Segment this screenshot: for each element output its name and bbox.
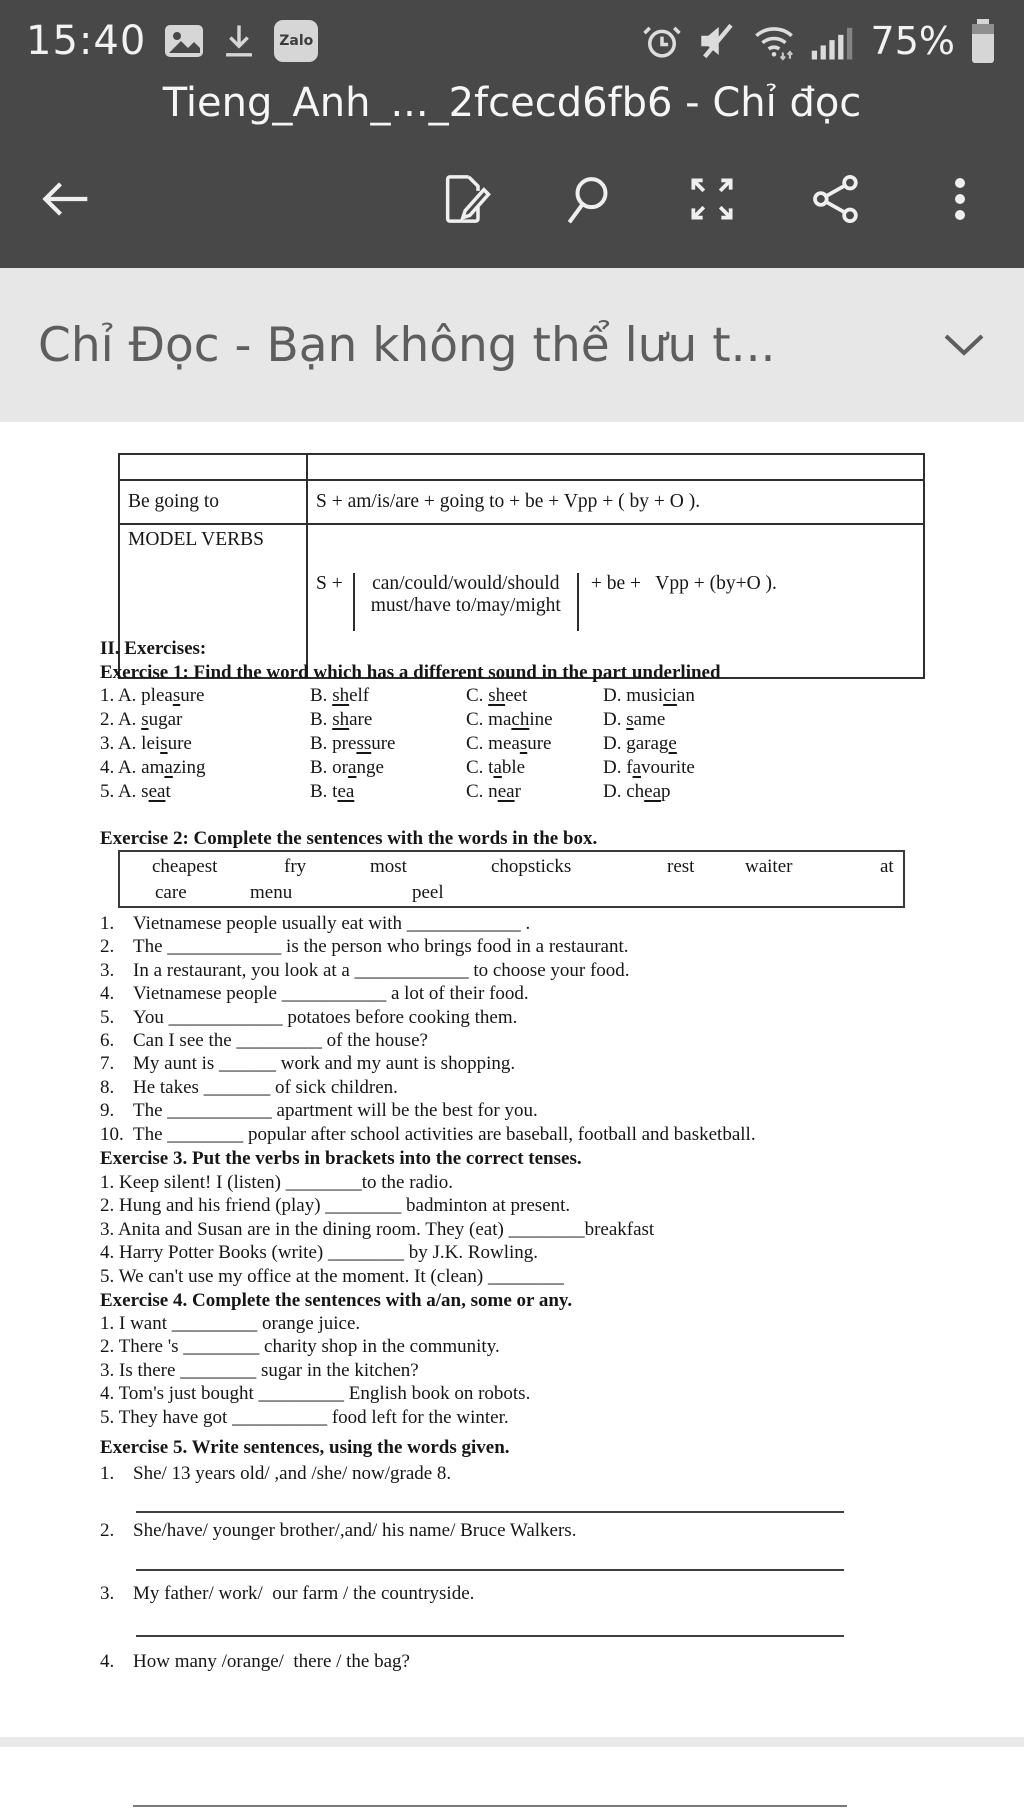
sentence — [100, 935, 940, 958]
toolbar — [0, 140, 1024, 258]
sentence-text: Vietnamese people ___________ a lot of their food. — [133, 983, 529, 1005]
box-word: chopsticks — [491, 856, 572, 877]
sentence-number: 5. — [100, 1006, 115, 1028]
signal-icon — [810, 20, 854, 62]
table-cell — [307, 454, 924, 480]
sentence: 5. We can't use my office at the moment. It (clean) ________ — [100, 1265, 564, 1287]
search-button[interactable] — [560, 171, 616, 227]
sentence — [100, 1076, 940, 1099]
sentence-text: My aunt is ______ work and my aunt is shopping. — [133, 1053, 516, 1075]
sentence-number: 8. — [100, 1076, 115, 1098]
sentence-text: My father/ work/ our farm / the countryside. — [133, 1583, 475, 1604]
document-title: Tieng_Anh_..._2fcecd6fb6 - Chỉ đọc — [162, 80, 862, 126]
exercise1-option: 1. A. pleasure — [100, 685, 205, 706]
sentence-number: 1. — [100, 1463, 115, 1484]
sentence-number: 4. — [100, 983, 115, 1005]
sentence-number: 3. — [100, 959, 115, 981]
overflow-menu-button[interactable] — [932, 171, 988, 227]
sentence-text: The ________ popular after school activities are baseball, football and basketball. — [133, 1123, 756, 1145]
sentence-text: Can I see the _________ of the house? — [133, 1030, 428, 1052]
exercise1-title: Exercise 1: Find the word which has a different sound in the part underlined — [100, 662, 721, 683]
share-button[interactable] — [808, 171, 864, 227]
alarm-icon — [641, 20, 683, 62]
sentence — [100, 982, 940, 1005]
exercise1-option: D. musician — [603, 685, 695, 706]
box-word: care — [155, 882, 187, 903]
back-button[interactable] — [36, 171, 92, 227]
underlined-part: s — [519, 733, 528, 754]
box-word: rest — [667, 856, 695, 877]
underlined-part: s — [626, 709, 634, 730]
sentence-text: She/ 13 years old/ ,and /she/ now/grade 8. — [133, 1463, 452, 1484]
underlined-part: sh — [332, 709, 350, 730]
box-word: waiter — [745, 856, 793, 877]
box-word: at — [880, 856, 894, 877]
chevron-down-icon[interactable] — [942, 332, 986, 358]
sentence-number: 2. — [100, 936, 115, 958]
underlined-part: s — [172, 685, 181, 706]
exercise1-option: D. favourite — [603, 757, 695, 778]
table-row — [119, 480, 924, 524]
exercise1-option: D. garage — [603, 733, 677, 754]
exercise1-option: B. orange — [310, 757, 384, 778]
exercise1-option: B. tea — [310, 781, 355, 802]
edit-document-button[interactable] — [436, 171, 492, 227]
sentence-text: Vietnamese people usually eat with ____________ . — [133, 913, 531, 934]
exercise1-option: C. near — [466, 781, 521, 802]
underlined-part: ea — [497, 781, 515, 802]
table-cell-text: can/could/would/should — [372, 573, 560, 594]
underlined-part: ea — [148, 781, 166, 802]
sentence-text: She/have/ younger brother/,and/ his name/ Bruce Walkers. — [133, 1520, 577, 1541]
sentence-number: 2. — [100, 1520, 115, 1541]
answer-line — [133, 1805, 847, 1807]
system-status-icons — [641, 17, 998, 65]
sentence-text: He takes _______ of sick children. — [133, 1076, 398, 1098]
exercise2-sentences — [100, 912, 940, 1146]
word-box — [118, 850, 905, 908]
sentence — [100, 959, 940, 982]
table-cell — [119, 454, 307, 480]
sentence — [100, 1006, 940, 1029]
page-separator — [0, 1737, 1024, 1747]
exercise1-row — [100, 780, 940, 804]
underlined-part: a — [348, 757, 357, 778]
readonly-banner[interactable] — [0, 268, 1024, 422]
sentence-number: 4. — [100, 1651, 115, 1672]
underlined-part: sh — [488, 685, 506, 706]
sentence-text: You ____________ potatoes before cooking them. — [133, 1006, 518, 1028]
toolbar-actions — [436, 171, 988, 227]
underlined-part: a — [164, 757, 173, 778]
battery-icon — [968, 17, 998, 65]
exercise1-option: C. sheet — [466, 685, 528, 706]
battery-percent: 75% — [870, 19, 955, 63]
underlined-part: a — [632, 757, 641, 778]
sentence — [100, 1650, 940, 1673]
document-page[interactable] — [0, 422, 1024, 1820]
sentence — [100, 1123, 940, 1146]
sentence: 3. Anita and Susan are in the dining room. They (eat) ________breakfast — [100, 1218, 655, 1240]
sentence — [100, 912, 940, 935]
table-cell-text: S + — [316, 573, 343, 594]
table-cell: MODEL VERBS — [119, 524, 307, 678]
exercise1-option: B. pressure — [310, 733, 396, 754]
underlined-part: ea — [337, 781, 355, 802]
sentence-number: 9. — [100, 1100, 115, 1122]
modal-verbs-box — [353, 573, 579, 631]
exercise4-title: Exercise 4. Complete the sentences with a/an, some or any. — [100, 1290, 573, 1311]
sentence-number: 3. — [100, 1583, 115, 1604]
table-cell: Be going to — [119, 480, 307, 524]
exercise3-title: Exercise 3. Put the verbs in brackets into the correct tenses. — [100, 1148, 582, 1169]
box-word: fry — [284, 856, 307, 877]
sentence: 4. Tom's just bought _________ English book on robots. — [100, 1383, 531, 1405]
sentence — [100, 1029, 940, 1052]
sentence: 2. Hung and his friend (play) ________ badminton at present. — [100, 1195, 571, 1217]
clock-time: 15:40 — [26, 18, 147, 64]
exercise1-option: D. cheap — [603, 781, 671, 802]
sentence-number: 10. — [100, 1123, 124, 1145]
sentence: 1. Keep silent! I (listen) ________to the radio. — [100, 1172, 454, 1193]
exercise2-title: Exercise 2: Complete the sentences with the words in the box. — [100, 828, 598, 849]
exercise5-title: Exercise 5. Write sentences, using the words given. — [100, 1437, 510, 1458]
exercise1-option: 5. A. seat — [100, 781, 171, 802]
exercise1-option: 4. A. amazing — [100, 757, 206, 778]
sentence: 1. I want _________ orange juice. — [100, 1313, 361, 1334]
table-cell: S + am/is/are + going to + be + Vpp + ( by + O ). — [307, 480, 924, 524]
download-icon — [220, 22, 258, 60]
answer-line — [136, 1635, 844, 1637]
sentence-number: 1. — [100, 913, 115, 934]
image-icon — [164, 23, 204, 59]
underlined-part: ch — [511, 709, 530, 730]
answer-line — [136, 1569, 844, 1571]
app-header — [0, 0, 1024, 268]
underlined-part: ss — [356, 733, 372, 754]
zalo-icon — [274, 20, 318, 62]
section-title: II. Exercises: — [100, 638, 207, 659]
sentence — [100, 1582, 940, 1605]
box-word: cheapest — [152, 856, 218, 877]
sentence: 5. They have got __________ food left for the winter. — [100, 1406, 509, 1428]
notification-icons — [164, 20, 318, 62]
exercise3-sentences — [100, 1171, 940, 1288]
exercise1-rows — [100, 684, 940, 804]
readonly-banner-label: Chỉ Đọc - Bạn không thể lưu t... — [38, 317, 776, 373]
sentence: 4. Harry Potter Books (write) ________ by J.K. Rowling. — [100, 1242, 539, 1264]
sentence-number: 7. — [100, 1053, 115, 1075]
exercise1-option: B. share — [310, 709, 373, 730]
box-word: peel — [412, 882, 444, 903]
exercise1-row — [100, 708, 940, 732]
wifi-icon — [751, 20, 797, 62]
table-cell-text: + be + Vpp + (by+O ). — [590, 573, 777, 594]
grammar-table — [118, 453, 925, 679]
exercise1-option: C. table — [466, 757, 526, 778]
sentence-text: The ___________ apartment will be the best for you. — [133, 1100, 538, 1122]
table-cell — [307, 524, 924, 678]
sentence-text: In a restaurant, you look at a ____________ to choose your food. — [133, 959, 630, 981]
underlined-part: ci — [663, 685, 677, 706]
mute-icon — [696, 20, 738, 62]
exercise1-option: B. shelf — [310, 685, 370, 706]
exercise1-option: 2. A. sugar — [100, 709, 183, 730]
box-word: menu — [250, 882, 293, 903]
box-word: most — [370, 856, 407, 877]
table-cell-text: must/have to/may/might — [370, 595, 561, 616]
underlined-part: ge — [658, 733, 677, 754]
underlined-part: ea — [644, 781, 662, 802]
status-bar — [0, 0, 1024, 72]
underlined-part: s — [160, 733, 168, 754]
sentence-text: How many /orange/ there / the bag? — [133, 1651, 410, 1672]
sentence — [100, 1519, 940, 1542]
sentence — [100, 1099, 940, 1122]
zalo-label: Zalo — [279, 33, 314, 49]
exercise1-row — [100, 732, 940, 756]
exercise1-row — [100, 756, 940, 780]
underlined-part: s — [141, 709, 149, 730]
fullscreen-button[interactable] — [684, 171, 740, 227]
sentence — [100, 1462, 940, 1485]
sentence-text: The ____________ is the person who brings food in a restaurant. — [133, 936, 629, 958]
sentence: 3. Is there ________ sugar in the kitchen? — [100, 1359, 419, 1381]
underlined-part: a — [493, 757, 502, 778]
table-row — [119, 454, 924, 480]
table-row — [119, 524, 924, 678]
exercise1-option: C. measure — [466, 733, 552, 754]
exercise1-option: C. machine — [466, 709, 553, 730]
sentence-number: 6. — [100, 1030, 115, 1052]
underlined-part: sh — [332, 685, 350, 706]
sentence: 2. There 's ________ charity shop in the community. — [100, 1336, 500, 1358]
exercise4-sentences — [100, 1312, 940, 1429]
answer-line — [136, 1511, 844, 1513]
exercise1-option: 3. A. leisure — [100, 733, 192, 754]
exercise1-option: D. same — [603, 709, 666, 730]
sentence — [100, 1052, 940, 1075]
exercise1-row — [100, 684, 940, 708]
